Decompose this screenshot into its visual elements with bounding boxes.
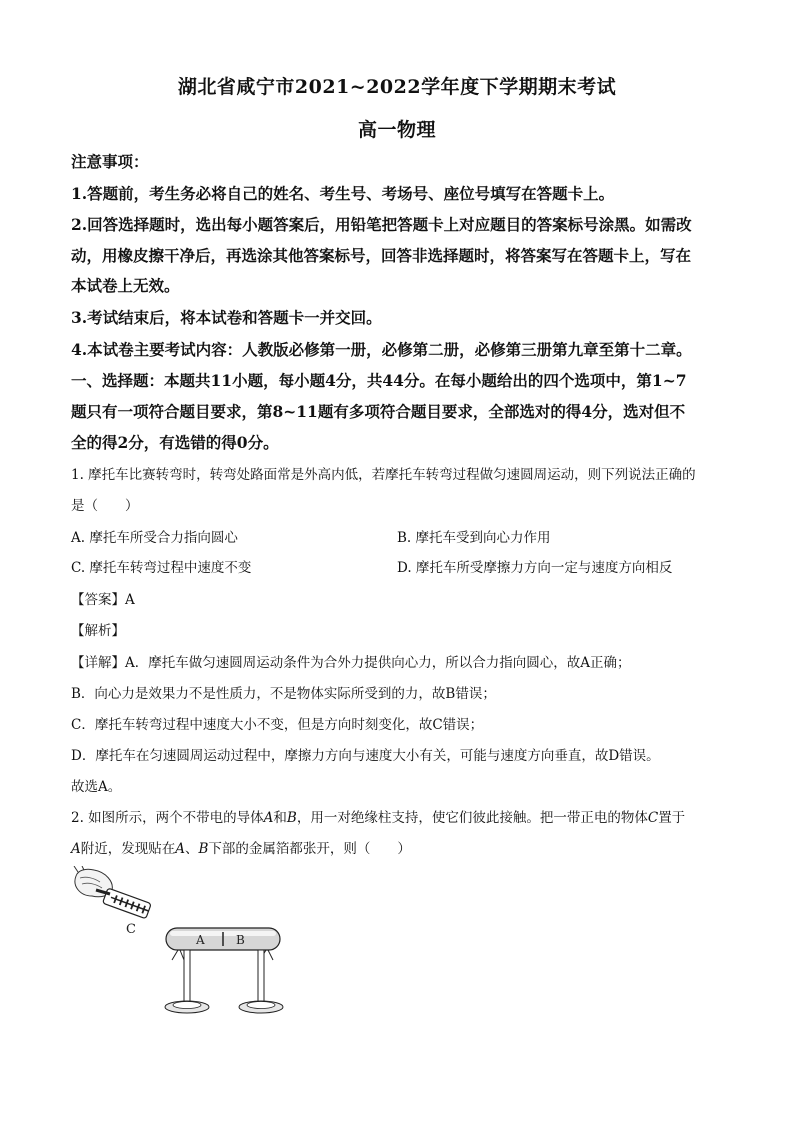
notes-heading: 注意事项：	[71, 152, 149, 171]
notes-item-1: 1.答题前，考生务必将自己的姓名、考生号、考场号、座位号填写在答题卡上。	[71, 184, 615, 203]
charged-rod	[96, 888, 151, 919]
notes-item-3: 3.考试结束后，将本试卷和答题卡一并交回。	[71, 308, 382, 327]
question-1-explanation-c: C．摩托车转弯过程中速度大小不变，但是方向时刻变化，故C错误；	[71, 717, 484, 733]
question-1-option-c: C. 摩托车转弯过程中速度不变	[71, 560, 252, 576]
notes-item-4: 4.本试卷主要考试内容：人教版必修第一册，必修第二册，必修第三册第九章至第十二章。	[71, 340, 692, 359]
label-c: C	[126, 922, 136, 937]
conductor-ab	[166, 928, 280, 950]
label-a: A	[196, 933, 205, 947]
section-1-instructions-line-3: 全的得2分，有选错的得0分。	[71, 433, 279, 452]
insulating-stand-left	[165, 950, 209, 1013]
notes-item-2-line-1: 2.回答选择题时，选出每小题答案后，用铅笔把答题卡上对应题目的答案标号涂黑。如需改	[71, 215, 692, 234]
notes-item-2-line-3: 本试卷上无效。	[71, 276, 180, 295]
question-2-stem-line-2: A附近，发现贴在A、B下部的金属箔都张开，则（ ）	[71, 841, 411, 857]
question-1-explanation-d: D．摩托车在匀速圆周运动过程中，摩擦力方向与速度大小有关，可能与速度方向垂直，故D错误。	[71, 748, 660, 764]
label-b: B	[236, 933, 245, 947]
question-1-stem-line-2: 是（ ）	[71, 498, 139, 514]
section-1-instructions-line-2: 题只有一项符合题目要求，第8~11题有多项符合题目要求，全部选对的得4分，选对但不	[71, 402, 686, 421]
question-1-detail: 【详解】A．摩托车做匀速圆周运动条件为合外力提供向心力，所以合力指向圆心，故A正确；	[71, 655, 631, 671]
exam-subject: 高一物理	[357, 119, 436, 141]
question-1-explanation-b: B．向心力是效果力不是性质力，不是物体实际所受到的力，故B错误；	[71, 686, 496, 702]
notes-item-2-line-2: 动，用橡皮擦干净后，再选涂其他答案标号，回答非选择题时，将答案写在答题卡上，写在	[71, 246, 692, 265]
insulating-stand-right	[239, 950, 283, 1013]
question-1-analysis-heading: 【解析】	[71, 623, 125, 639]
question-1-option-a: A. 摩托车所受合力指向圆心	[71, 530, 238, 546]
question-1-stem-line-1: 1. 摩托车比赛转弯时，转弯处路面常是外高内低，若摩托车转弯过程做匀速圆周运动，则下列说法正确的	[71, 467, 696, 483]
question-1-option-b: B. 摩托车受到向心力作用	[397, 530, 551, 546]
question-1-answer: 【答案】A	[71, 592, 135, 608]
conductors-diagram	[70, 866, 300, 1031]
question-2-stem-line-1: 2. 如图所示，两个不带电的导体A和B，用一对绝缘柱支持，使它们彼此接触。把一带正电的物体C置于	[71, 810, 686, 826]
section-1-instructions-line-1: 一、选择题：本题共11小题，每小题4分，共44分。在每小题给出的四个选项中，第1~7	[71, 371, 687, 390]
question-1-option-d: D. 摩托车所受摩擦力方向一定与速度方向相反	[397, 560, 673, 576]
question-1-conclusion: 故选A。	[71, 779, 122, 795]
exam-title: 湖北省咸宁市2021~2022学年度下学期期末考试	[177, 76, 617, 98]
